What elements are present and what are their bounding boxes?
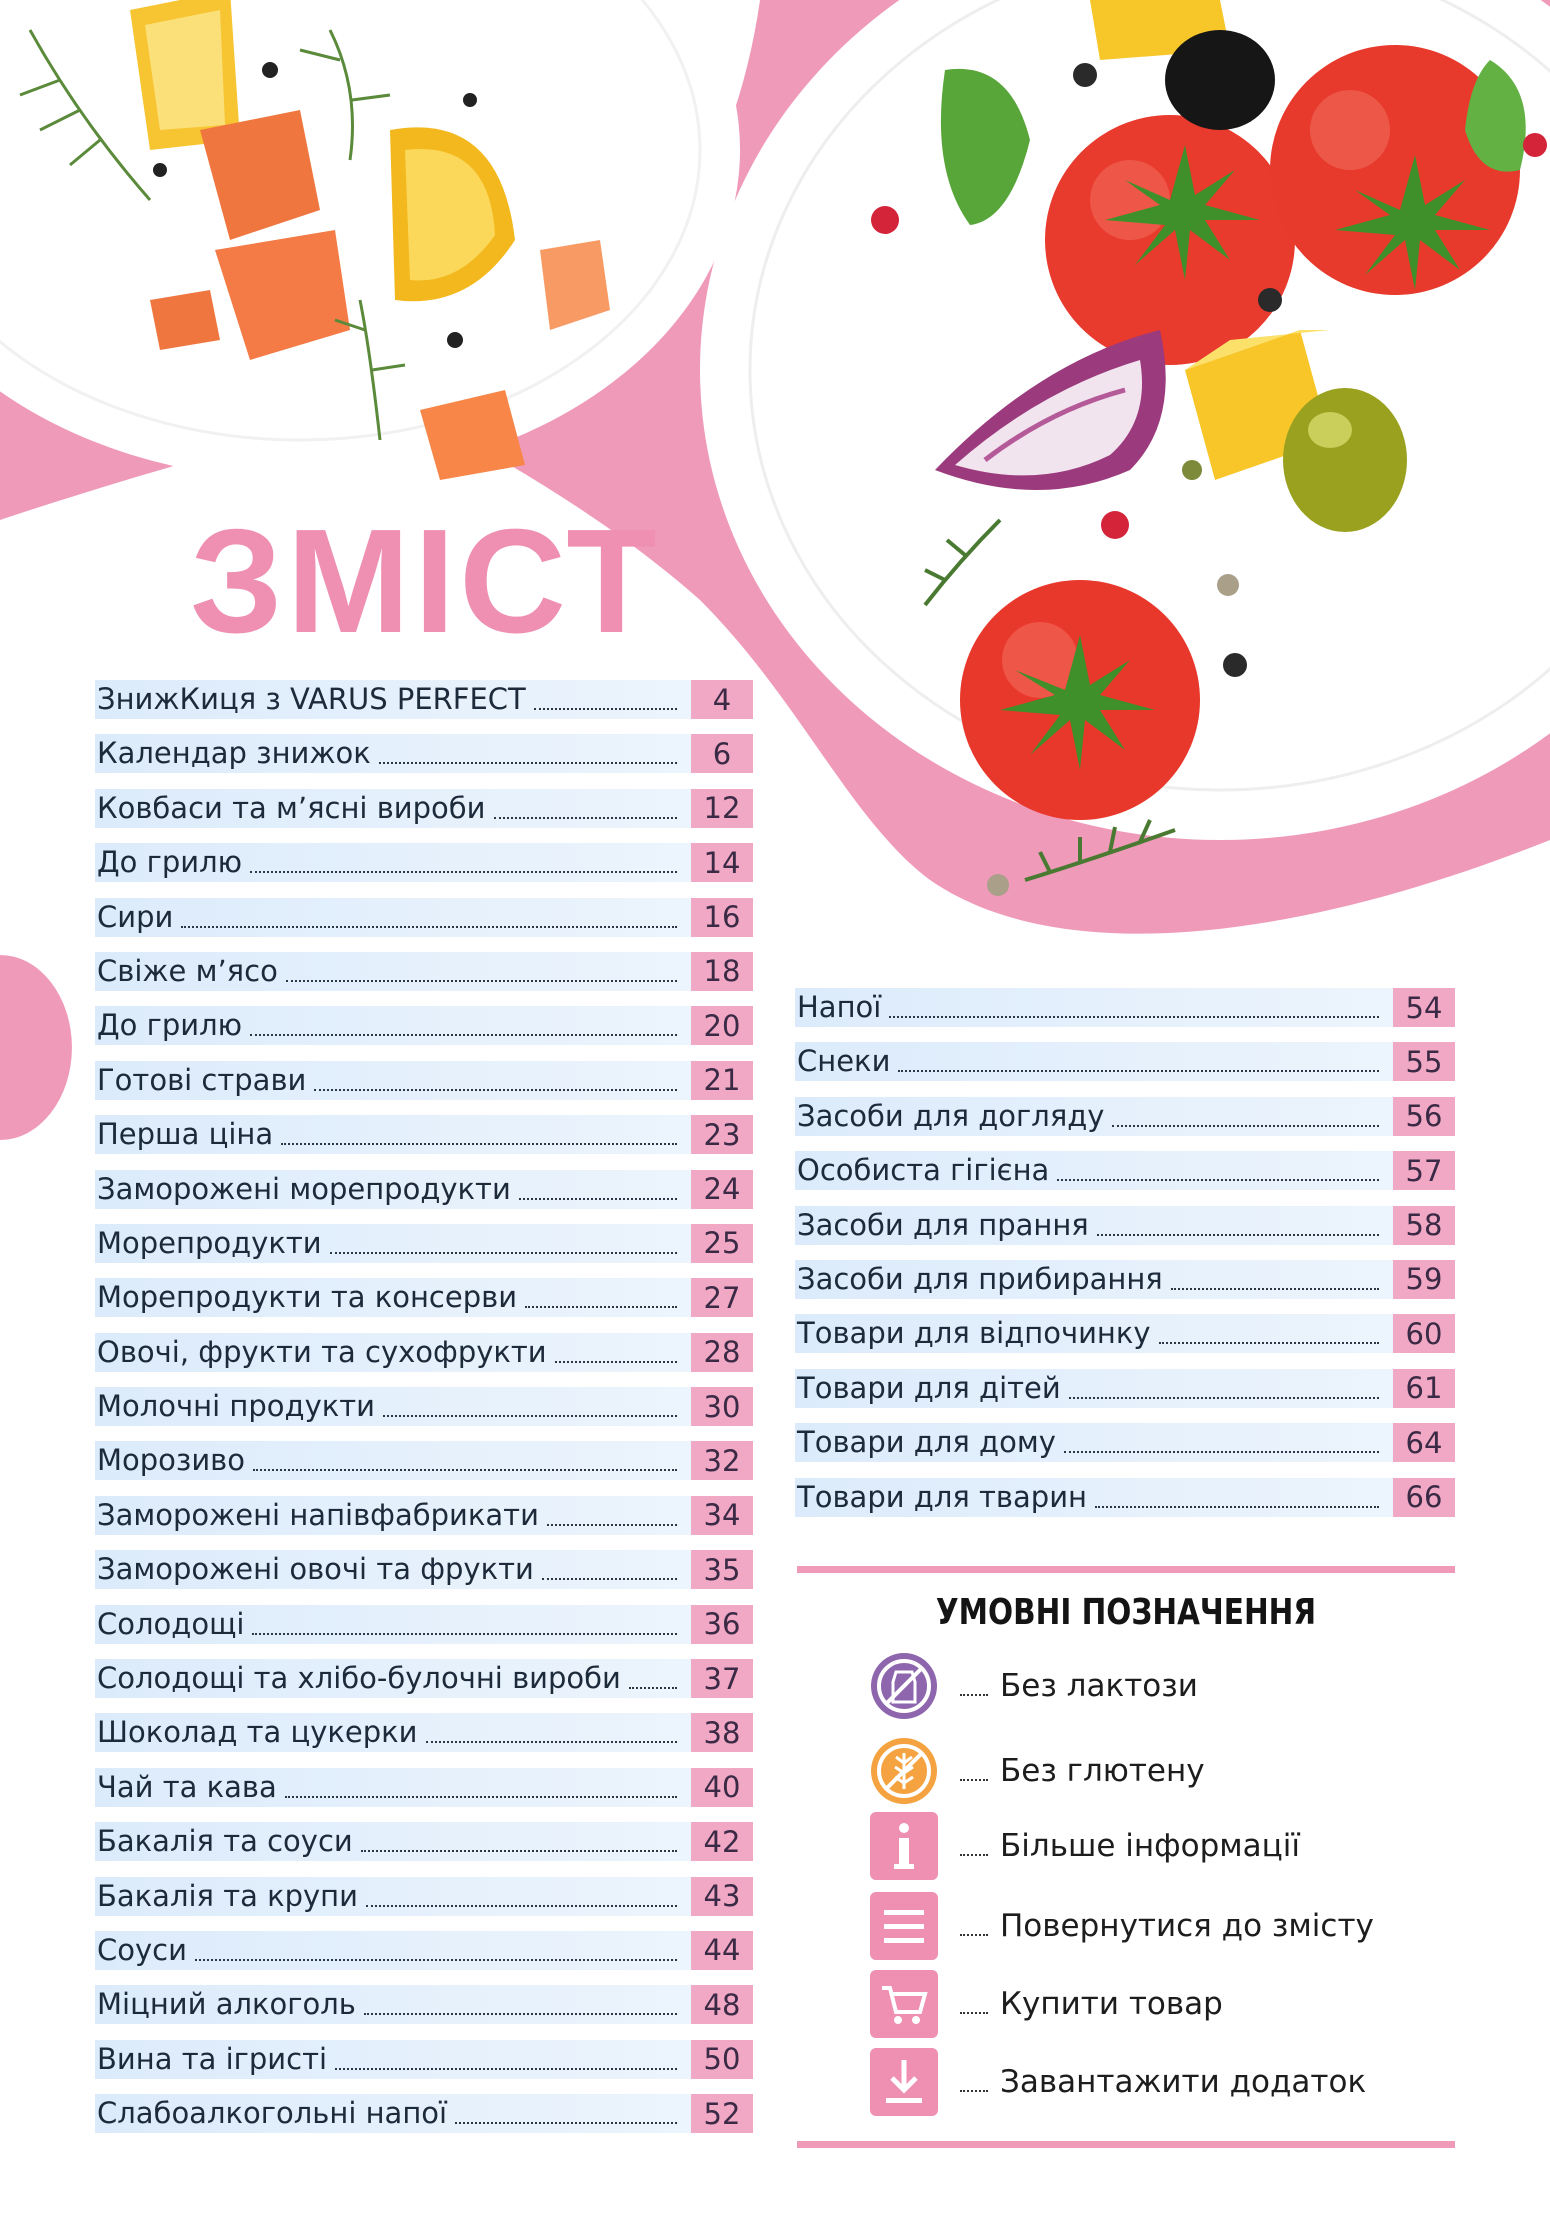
toc-dot-leader bbox=[542, 1568, 677, 1580]
toc-page-number: 52 bbox=[691, 2094, 753, 2133]
toc-page-number: 48 bbox=[691, 1985, 753, 2024]
legend-item-label: Без глютену bbox=[1000, 1753, 1205, 1789]
legend-dot-leader bbox=[960, 1916, 988, 1936]
toc-item-label: До грилю bbox=[97, 845, 243, 880]
pink-side-tab bbox=[0, 955, 72, 1140]
toc-dot-leader bbox=[1095, 1496, 1379, 1508]
tomato-icon bbox=[960, 580, 1200, 820]
toc-item[interactable] bbox=[95, 1985, 753, 2024]
toc-page-number: 34 bbox=[691, 1496, 753, 1535]
toc-item[interactable] bbox=[795, 1478, 1455, 1517]
legend-item-label: Купити товар bbox=[1000, 1986, 1223, 2022]
toc-dot-leader bbox=[195, 1949, 677, 1961]
toc-item[interactable] bbox=[795, 1042, 1455, 1081]
legend-dot-leader bbox=[960, 1994, 988, 2014]
download-icon bbox=[868, 2046, 940, 2118]
legend-item bbox=[868, 1968, 1223, 2040]
toc-item-label: Бакалія та соуси bbox=[97, 1824, 353, 1859]
toc-dot-leader bbox=[379, 752, 677, 764]
toc-page-number: 38 bbox=[691, 1713, 753, 1752]
toc-item-label: Товари для дому bbox=[797, 1425, 1056, 1460]
toc-item[interactable] bbox=[95, 1605, 753, 1644]
toc-item[interactable] bbox=[95, 1061, 753, 1100]
legend-dot-leader bbox=[960, 1836, 988, 1856]
toc-item-label: Солодощі та хлібо-булочні вироби bbox=[97, 1661, 621, 1696]
no-lactose-icon bbox=[868, 1650, 940, 1722]
legend-item-label: Повернутися до змісту bbox=[1000, 1908, 1374, 1944]
toc-item-label: Бакалія та крупи bbox=[97, 1878, 358, 1913]
toc-dot-leader bbox=[1064, 1441, 1379, 1453]
legend-item-label: Більше інформації bbox=[1000, 1828, 1300, 1864]
legend-item bbox=[868, 1890, 1374, 1962]
toc-page-number: 18 bbox=[691, 952, 753, 991]
toc-item[interactable] bbox=[795, 1260, 1455, 1299]
toc-item-label: Заморожені напівфабрикати bbox=[97, 1497, 539, 1532]
legend-item bbox=[868, 1650, 1198, 1722]
toc-dot-leader bbox=[181, 916, 677, 928]
toc-item-label: Свіже м’ясо bbox=[97, 953, 278, 988]
toc-item-label: Сири bbox=[97, 899, 174, 934]
toc-item-label: Слабоалкогольні напої bbox=[97, 2096, 448, 2131]
toc-dot-leader bbox=[253, 1459, 677, 1471]
cart-icon bbox=[868, 1968, 940, 2040]
toc-item[interactable] bbox=[95, 1224, 753, 1263]
toc-item-label: До грилю bbox=[97, 1008, 243, 1043]
toc-dot-leader bbox=[1069, 1387, 1379, 1399]
toc-page-number: 16 bbox=[691, 898, 753, 937]
toc-dot-leader bbox=[250, 861, 677, 873]
toc-page-number: 60 bbox=[1393, 1314, 1455, 1353]
toc-item[interactable] bbox=[795, 1314, 1455, 1353]
toc-dot-leader bbox=[629, 1677, 677, 1689]
toc-dot-leader bbox=[455, 2112, 677, 2124]
toc-item[interactable] bbox=[95, 1170, 753, 1209]
toc-dot-leader bbox=[1097, 1224, 1379, 1236]
toc-item[interactable] bbox=[95, 2040, 753, 2079]
toc-page-number: 6 bbox=[691, 734, 753, 773]
toc-item-label: Засоби для прибирання bbox=[797, 1261, 1163, 1296]
toc-item-label: Перша ціна bbox=[97, 1117, 274, 1152]
toc-dot-leader bbox=[252, 1623, 677, 1635]
toc-page-number: 54 bbox=[1393, 988, 1455, 1027]
toc-item[interactable] bbox=[95, 1115, 753, 1154]
toc-page-number: 23 bbox=[691, 1115, 753, 1154]
legend-title: УМОВНІ ПОЗНАЧЕННЯ bbox=[935, 1592, 1317, 1633]
toc-item[interactable] bbox=[95, 789, 753, 828]
toc-page-number: 44 bbox=[691, 1931, 753, 1970]
toc-item[interactable] bbox=[795, 1151, 1455, 1190]
toc-item[interactable] bbox=[95, 1333, 753, 1372]
legend-item-label: Завантажити додаток bbox=[1000, 2064, 1367, 2100]
toc-page-number: 25 bbox=[691, 1224, 753, 1263]
toc-dot-leader bbox=[525, 1296, 677, 1308]
toc-item[interactable] bbox=[95, 1713, 753, 1752]
toc-dot-leader bbox=[335, 2058, 677, 2070]
toc-item[interactable] bbox=[95, 1496, 753, 1535]
toc-item[interactable] bbox=[795, 988, 1455, 1027]
toc-item[interactable] bbox=[795, 1423, 1455, 1462]
legend-item bbox=[868, 1735, 1205, 1807]
toc-page-number: 36 bbox=[691, 1605, 753, 1644]
toc-item[interactable] bbox=[795, 1206, 1455, 1245]
table-of-contents-right bbox=[795, 988, 1455, 1532]
toc-item-label: Засоби для догляду bbox=[797, 1098, 1105, 1133]
toc-item[interactable] bbox=[95, 1659, 753, 1698]
toc-page-number: 64 bbox=[1393, 1423, 1455, 1462]
toc-item-label: Заморожені морепродукти bbox=[97, 1171, 511, 1206]
toc-item-label: Міцний алкоголь bbox=[97, 1987, 356, 2022]
toc-item-label: Товари для тварин bbox=[797, 1479, 1088, 1514]
gluten-free-icon bbox=[868, 1735, 940, 1807]
toc-item-label: Заморожені овочі та фрукти bbox=[97, 1552, 534, 1587]
toc-page-number: 28 bbox=[691, 1333, 753, 1372]
toc-page-number: 50 bbox=[691, 2040, 753, 2079]
toc-page-number: 21 bbox=[691, 1061, 753, 1100]
toc-item-label: Шоколад та цукерки bbox=[97, 1715, 418, 1750]
legend-dot-leader bbox=[960, 1676, 988, 1696]
legend-item bbox=[868, 2046, 1366, 2118]
toc-item[interactable] bbox=[95, 2094, 753, 2133]
toc-item[interactable] bbox=[95, 1550, 753, 1589]
toc-item-label: Морепродукти та консерви bbox=[97, 1280, 518, 1315]
toc-item-label: Соуси bbox=[97, 1932, 187, 1967]
legend-divider-top bbox=[797, 1566, 1455, 1573]
toc-page-number: 58 bbox=[1393, 1206, 1455, 1245]
legend-dot-leader bbox=[960, 2072, 988, 2092]
toc-dot-leader bbox=[547, 1514, 677, 1526]
toc-page-number: 59 bbox=[1393, 1260, 1455, 1299]
toc-item[interactable] bbox=[95, 1877, 753, 1916]
toc-item[interactable] bbox=[95, 1822, 753, 1861]
toc-item-label: Ковбаси та м’ясні вироби bbox=[97, 790, 486, 825]
toc-dot-leader bbox=[494, 807, 677, 819]
legend-dot-leader bbox=[960, 1761, 988, 1781]
toc-item-label: Календар знижок bbox=[97, 736, 371, 771]
toc-item-label: Овочі, фрукти та сухофрукти bbox=[97, 1334, 547, 1369]
toc-dot-leader bbox=[534, 698, 677, 710]
toc-item-label: Снеки bbox=[797, 1044, 891, 1079]
toc-dot-leader bbox=[1171, 1278, 1379, 1290]
toc-page-number: 57 bbox=[1393, 1151, 1455, 1190]
toc-dot-leader bbox=[898, 1060, 1379, 1072]
toc-dot-leader bbox=[383, 1405, 677, 1417]
toc-item[interactable] bbox=[95, 734, 753, 773]
toc-page-number: 27 bbox=[691, 1278, 753, 1317]
menu-icon bbox=[868, 1890, 940, 1962]
toc-dot-leader bbox=[889, 1006, 1379, 1018]
toc-item[interactable] bbox=[95, 1006, 753, 1045]
toc-dot-leader bbox=[286, 970, 677, 982]
toc-page-number: 40 bbox=[691, 1768, 753, 1807]
toc-dot-leader bbox=[314, 1079, 677, 1091]
toc-item[interactable] bbox=[795, 1097, 1455, 1136]
toc-dot-leader bbox=[1159, 1332, 1379, 1344]
toc-dot-leader bbox=[364, 2003, 677, 2015]
toc-page-number: 14 bbox=[691, 843, 753, 882]
toc-item[interactable] bbox=[95, 952, 753, 991]
toc-page-number: 35 bbox=[691, 1550, 753, 1589]
toc-item[interactable] bbox=[95, 1278, 753, 1317]
toc-item-label: Морозиво bbox=[97, 1443, 246, 1478]
toc-page-number: 43 bbox=[691, 1877, 753, 1916]
legend-divider-bottom bbox=[797, 2141, 1455, 2148]
toc-item-label: Особиста гігієна bbox=[797, 1153, 1050, 1188]
toc-item[interactable] bbox=[95, 1768, 753, 1807]
toc-page-number: 24 bbox=[691, 1170, 753, 1209]
toc-page-number: 42 bbox=[691, 1822, 753, 1861]
toc-item-label: Морепродукти bbox=[97, 1225, 322, 1260]
toc-dot-leader bbox=[361, 1840, 677, 1852]
toc-page-number: 4 bbox=[691, 680, 753, 719]
toc-item-label: ЗнижКиця з VARUS PERFECT bbox=[97, 682, 526, 716]
toc-item[interactable] bbox=[95, 1441, 753, 1480]
toc-page-number: 37 bbox=[691, 1659, 753, 1698]
toc-page-number: 32 bbox=[691, 1441, 753, 1480]
toc-page-number: 20 bbox=[691, 1006, 753, 1045]
toc-item[interactable] bbox=[795, 1369, 1455, 1408]
toc-item[interactable] bbox=[95, 1387, 753, 1426]
toc-item-label: Засоби для прання bbox=[797, 1207, 1089, 1242]
toc-item-label: Солодощі bbox=[97, 1606, 245, 1641]
toc-item-label: Напої bbox=[797, 990, 882, 1024]
toc-page-number: 61 bbox=[1393, 1369, 1455, 1408]
legend-item-label: Без лактози bbox=[1000, 1668, 1198, 1704]
toc-dot-leader bbox=[330, 1242, 677, 1254]
info-icon bbox=[868, 1810, 940, 1882]
toc-dot-leader bbox=[1112, 1115, 1379, 1127]
toc-dot-leader bbox=[1057, 1169, 1379, 1181]
toc-page-number: 30 bbox=[691, 1387, 753, 1426]
toc-item[interactable] bbox=[95, 680, 753, 719]
toc-item-label: Молочні продукти bbox=[97, 1389, 375, 1424]
toc-page-number: 12 bbox=[691, 789, 753, 828]
toc-dot-leader bbox=[426, 1731, 677, 1743]
toc-page-number: 66 bbox=[1393, 1478, 1455, 1517]
toc-dot-leader bbox=[555, 1351, 677, 1363]
tomato-icon bbox=[1045, 115, 1295, 365]
legend-item bbox=[868, 1810, 1300, 1882]
toc-dot-leader bbox=[281, 1133, 677, 1145]
toc-item-label: Чай та кава bbox=[97, 1769, 277, 1804]
toc-dot-leader bbox=[366, 1895, 677, 1907]
toc-item-label: Вина та ігристі bbox=[97, 2041, 328, 2076]
toc-dot-leader bbox=[519, 1188, 677, 1200]
toc-item[interactable] bbox=[95, 1931, 753, 1970]
toc-page-number: 56 bbox=[1393, 1097, 1455, 1136]
page-title: ЗМІСТ bbox=[190, 499, 661, 664]
toc-item[interactable] bbox=[95, 898, 753, 937]
toc-dot-leader bbox=[285, 1786, 677, 1798]
toc-item-label: Товари для відпочинку bbox=[797, 1316, 1151, 1351]
table-of-contents-left bbox=[95, 680, 753, 2149]
toc-item-label: Готові страви bbox=[97, 1062, 307, 1097]
toc-dot-leader bbox=[250, 1024, 677, 1036]
toc-item[interactable] bbox=[95, 843, 753, 882]
toc-item-label: Товари для дітей bbox=[797, 1370, 1061, 1405]
toc-page-number: 55 bbox=[1393, 1042, 1455, 1081]
